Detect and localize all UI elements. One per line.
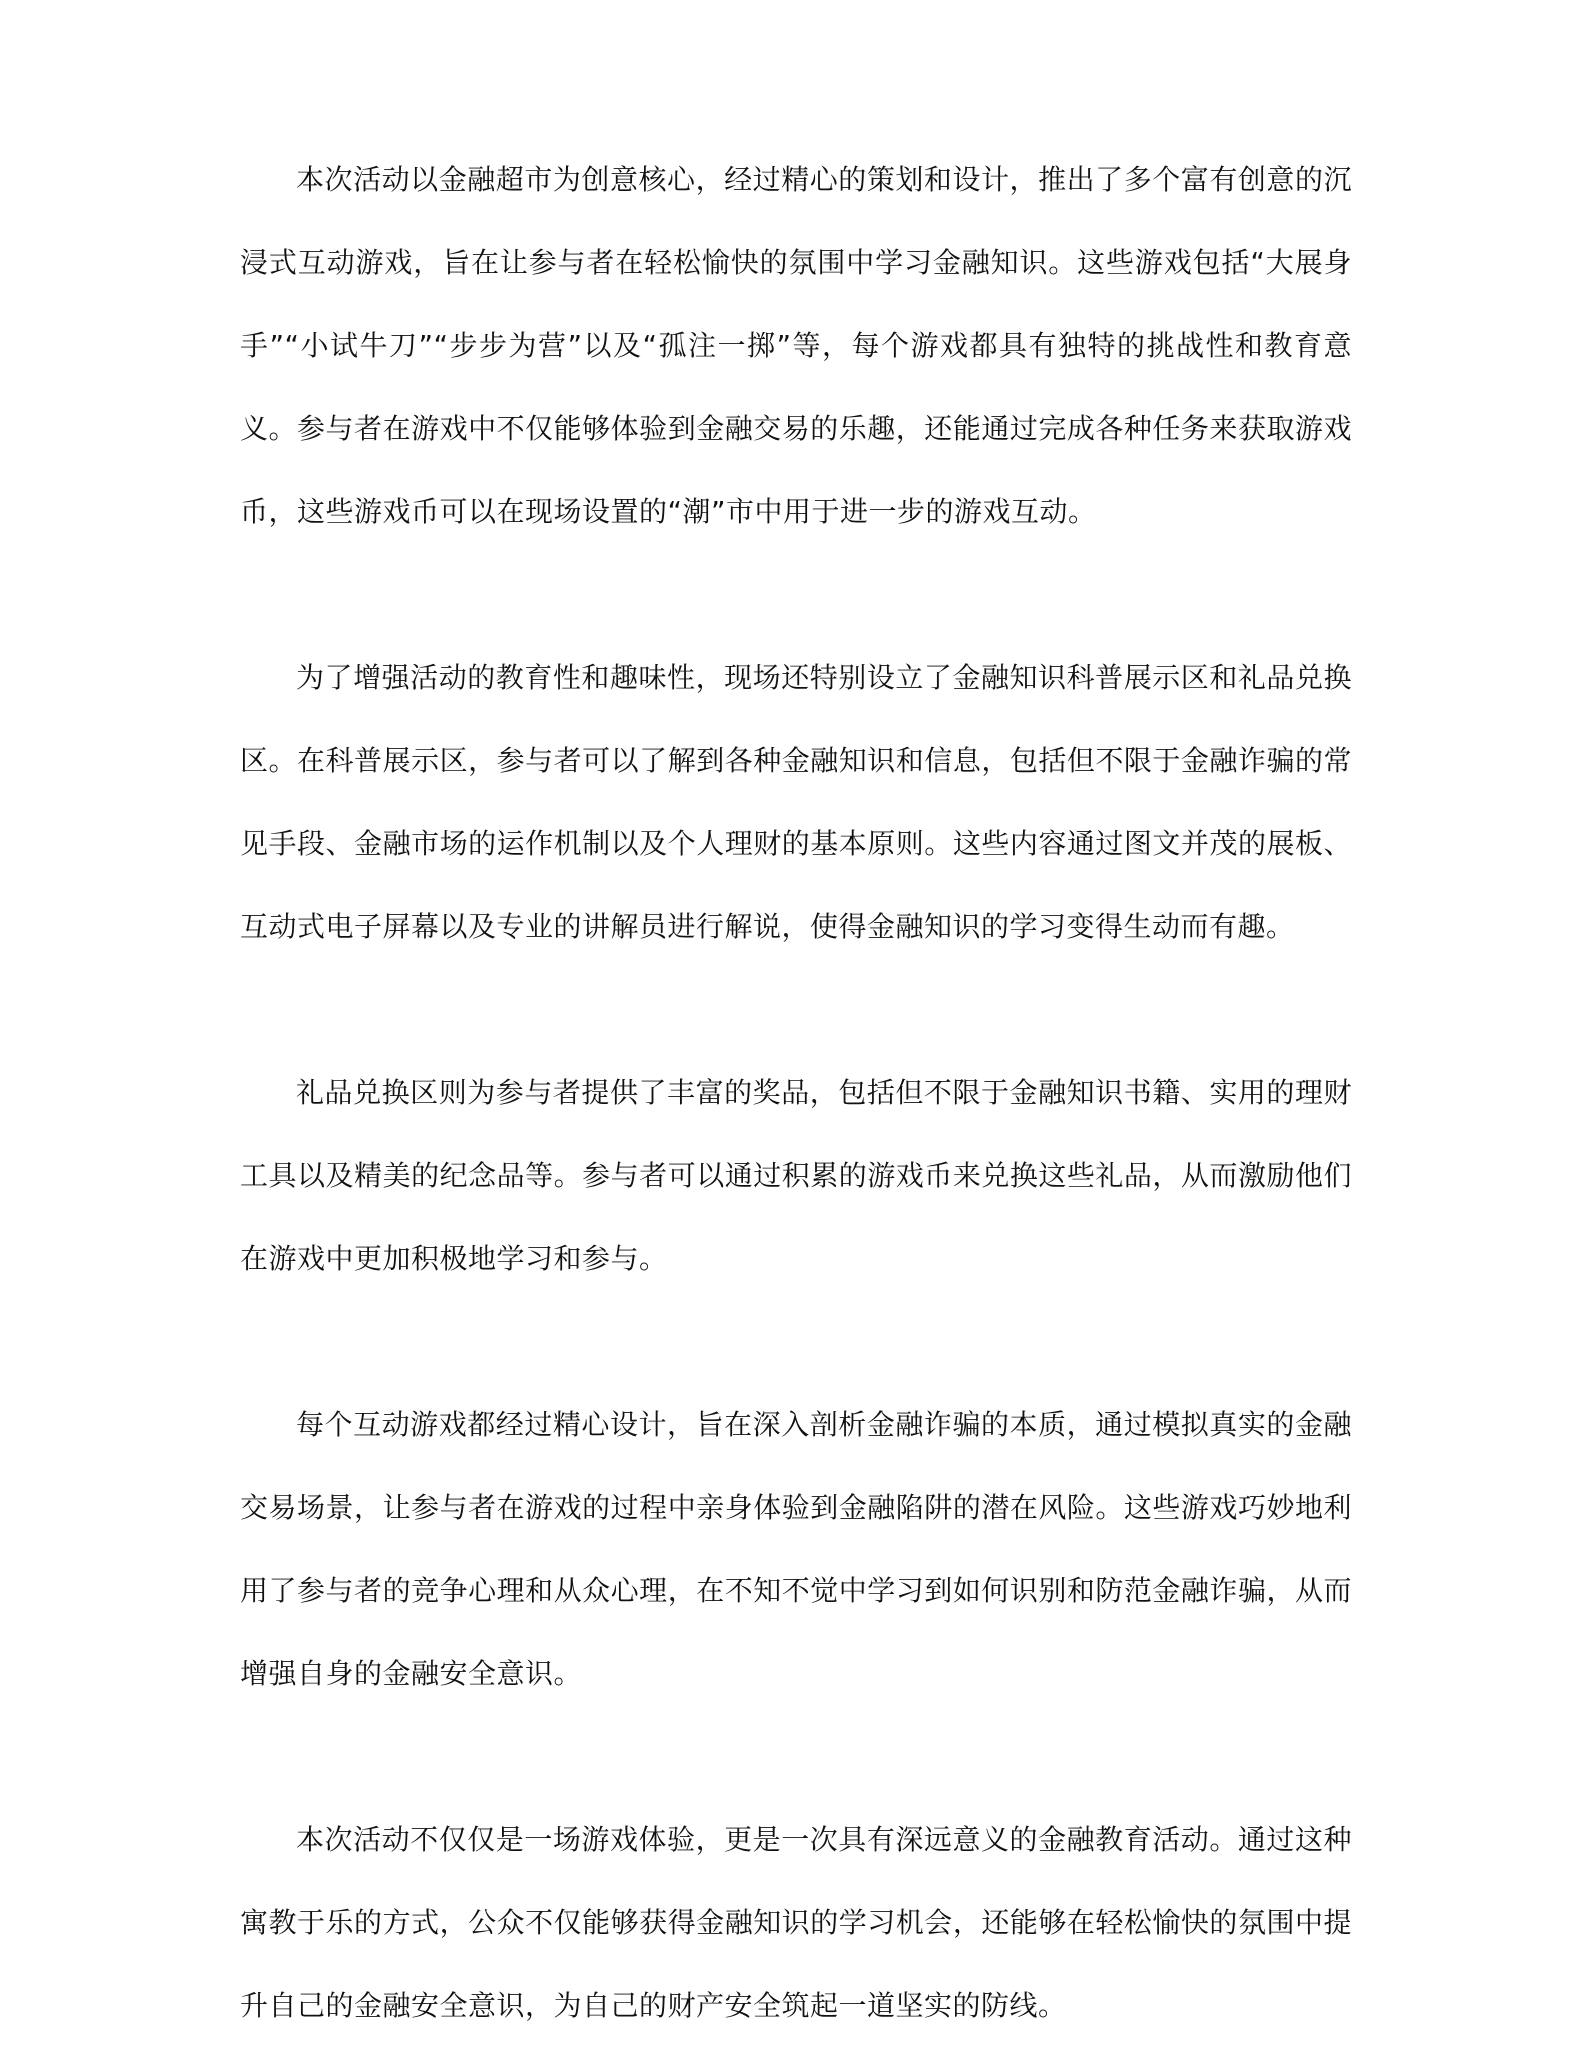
paragraph-game-design: 每个互动游戏都经过精心设计，旨在深入剖析金融诈骗的本质，通过模拟真实的金融交易场景，让参与者在游戏的过程中亲身体验到金融陷阱的潜在风险。这些游戏巧妙地利用了参与者的竞争心理和从众心理，在不知不觉中学习到如何识别和防范金融诈骗，从而增强自身的金融安全意识。 <box>240 1408 1352 1690</box>
paragraph-gift-exchange: 礼品兑换区则为参与者提供了丰富的奖品，包括但不限于金融知识书籍、实用的理财工具以及精美的纪念品等。参与者可以通过积累的游戏币来兑换这些礼品，从而激励他们在游戏中更加积极地学习和参与。 <box>240 1076 1352 1275</box>
document-body <box>240 138 1352 2047</box>
paragraph-activity-overview: 本次活动以金融超市为创意核心，经过精心的策划和设计，推出了多个富有创意的沉浸式互动游戏，旨在让参与者在轻松愉快的氛围中学习金融知识。这些游戏包括“大展身手”“小试牛刀”“步步为营”以及“孤注一掷”等，每个游戏都具有独特的挑战性和教育意义。参与者在游戏中不仅能够体验到金融交易的乐趣，还能通过完成各种任务来获取游戏币，这些游戏币可以在现场设置的“潮”市中用于进一步的游戏互动。 <box>240 163 1352 528</box>
paragraph-conclusion: 本次活动不仅仅是一场游戏体验，更是一次具有深远意义的金融教育活动。通过这种寓教于乐的方式，公众不仅能够获得金融知识的学习机会，还能够在轻松愉快的氛围中提升自己的金融安全意识，为自己的财产安全筑起一道坚实的防线。 <box>240 1823 1352 2022</box>
paragraph-exhibition-area: 为了增强活动的教育性和趣味性，现场还特别设立了金融知识科普展示区和礼品兑换区。在科普展示区，参与者可以了解到各种金融知识和信息，包括但不限于金融诈骗的常见手段、金融市场的运作机制以及个人理财的基本原则。这些内容通过图文并茂的展板、互动式电子屏幕以及专业的讲解员进行解说，使得金融知识的学习变得生动而有趣。 <box>240 661 1352 943</box>
